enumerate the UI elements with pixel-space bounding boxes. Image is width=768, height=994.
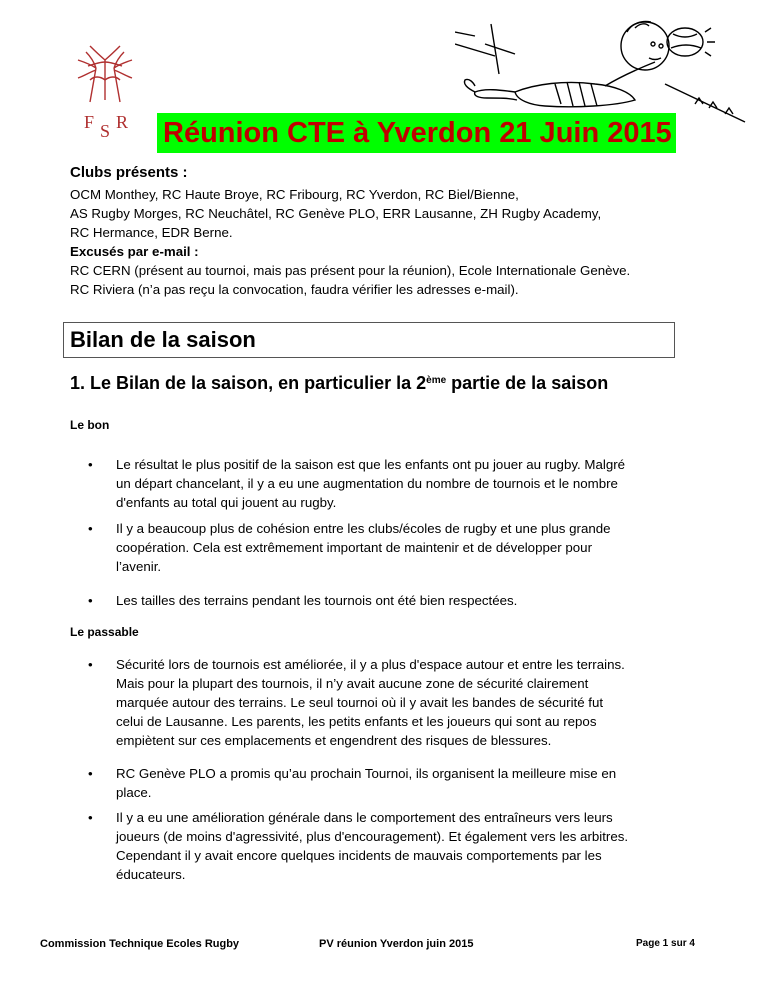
list-item-line: l’avenir. [116, 559, 162, 574]
list-item-line: Il y a beaucoup plus de cohésion entre les clubs/écoles de rugby et une plus grande [116, 521, 611, 536]
footer-left: Commission Technique Ecoles Rugby [40, 938, 240, 950]
subheading-superscript: ème [426, 375, 447, 386]
clubs-line: RC Hermance, EDR Berne. [70, 225, 233, 240]
bullet-icon: • [88, 521, 93, 536]
list-item-line: d'enfants au total qui jouent au rugby. [116, 495, 337, 510]
list-item-line: joueurs (de moins d'agressivité, plus d'encouragement). Et également vers les arbitres. [116, 829, 629, 844]
section-title: Bilan de la saison [70, 327, 256, 352]
list-item-line: coopération. Cela est extrêmement important de maintenir et de développer pour [116, 540, 593, 555]
list-item-line: Mais pour la plupart des tournois, il n’y avait aucune zone de sécurité clairement [116, 676, 589, 691]
list-item-line: Le résultat le plus positif de la saison est que les enfants ont pu jouer au rugby. Malgré [116, 457, 626, 472]
list-item-line: Les tailles des terrains pendant les tournois ont été bien respectées. [116, 593, 518, 608]
section-heading-box [63, 322, 675, 358]
bullet-icon: • [88, 593, 93, 608]
svg-text:R: R [116, 112, 129, 132]
list-item-line: place. [116, 785, 152, 800]
subheading-text-end: partie de la saison [446, 373, 609, 393]
svg-text:F: F [84, 112, 95, 132]
footer-center: PV réunion Yverdon juin 2015 [319, 938, 474, 950]
label-le-passable: Le passable [70, 625, 139, 639]
rugby-cartoon-illustration [455, 14, 755, 124]
list-item-line: un départ chancelant, il y a eu une augmentation du nombre de tournois et le nombre [116, 476, 618, 491]
clubs-line: AS Rugby Morges, RC Neuchâtel, RC Genève PLO, ERR Lausanne, ZH Rugby Academy, [70, 206, 602, 221]
bullet-icon: • [88, 766, 93, 781]
list-item-line: éducateurs. [116, 867, 186, 882]
list-item-line: empiètent sur ces emplacements et engendrent des risques de blessures. [116, 733, 552, 748]
excuses-heading: Excusés par e-mail : [70, 244, 199, 259]
document-title: Réunion CTE à Yverdon 21 Juin 2015 [157, 113, 676, 153]
subheading [70, 371, 608, 395]
page-number: Page 1 sur 4 [636, 938, 695, 949]
list-item-line: celui de Lausanne. Les parents, les petits enfants et les joueurs qui sont au repos [116, 714, 597, 729]
clubs-heading: Clubs présents : [70, 164, 188, 181]
list-item-line: Cependant il y avait encore quelques incidents de mauvais comportements par les [116, 848, 602, 863]
clubs-line: OCM Monthey, RC Haute Broye, RC Fribourg, RC Yverdon, RC Biel/Bienne, [70, 187, 519, 202]
title-wrapper [157, 113, 676, 153]
bullet-icon: • [88, 810, 93, 825]
svg-text:S: S [100, 121, 111, 140]
list-item-line: Sécurité lors de tournois est améliorée, il y a plus d'espace autour et entre les terrains. [116, 657, 625, 672]
list-item-line: RC Genève PLO a promis qu’au prochain Tournoi, ils organisent la meilleure mise en [116, 766, 617, 781]
list-item-line: Il y a eu une amélioration générale dans le comportement des entraîneurs vers leurs [116, 810, 613, 825]
bullet-icon: • [88, 657, 93, 672]
label-le-bon: Le bon [70, 418, 110, 432]
subheading-text: 1. Le Bilan de la saison, en particulier la 2 [70, 373, 427, 393]
clubs-list [70, 185, 601, 242]
excuses-line: RC Riviera (n’a pas reçu la convocation, faudra vérifier les adresses e-mail). [70, 282, 519, 297]
bullet-icon: • [88, 457, 93, 472]
excuses-list [70, 261, 630, 299]
excuses-line: RC CERN (présent au tournoi, mais pas présent pour la réunion), Ecole Internationale Genève. [70, 263, 631, 278]
fsr-logo [60, 40, 150, 140]
list-item-line: marquée autour des terrains. Le seul tournoi où il y avait les bandes de sécurité fut [116, 695, 604, 710]
